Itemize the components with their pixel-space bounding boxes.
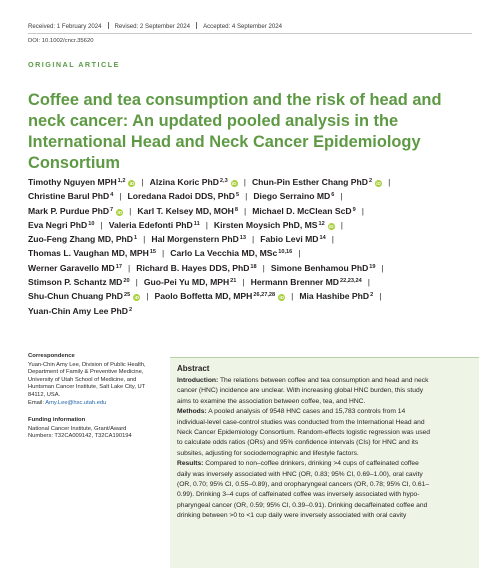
author-line bbox=[28, 188, 472, 202]
author-name[interactable] bbox=[170, 248, 292, 258]
affiliation-number: 26,27,28 bbox=[253, 292, 276, 299]
author-name[interactable] bbox=[260, 234, 326, 244]
abstract-section-label: Introduction: bbox=[177, 377, 219, 384]
author-line bbox=[28, 288, 472, 302]
funding-line: National Cancer Institute, Grant/Award bbox=[28, 425, 127, 432]
article-dates bbox=[28, 22, 282, 30]
affiliation-number: 9 bbox=[352, 206, 356, 213]
affiliation-number: 2,3 bbox=[219, 178, 228, 184]
author-name-text: Timothy Nguyen MPH bbox=[28, 177, 117, 187]
abstract-text: daily was inversely associated with HNC (OR, 0.83; 95% CI, 0.69–1.00), oral cavity bbox=[177, 470, 423, 478]
author-name-text: Karl T. Kelsey MD, MOH bbox=[137, 205, 234, 216]
abstract-text: individual-level case-control studies was conducted from the International Head and bbox=[177, 418, 425, 426]
author-name[interactable] bbox=[28, 248, 156, 258]
orcid-icon[interactable]: iD bbox=[328, 223, 334, 229]
affiliation-number: 19 bbox=[369, 263, 376, 270]
abstract-text: The relations between coffee and tea consumption and head and neck bbox=[218, 377, 429, 384]
correspondence-line: Huntsman Cancer Institute, Salt Lake City, UT bbox=[28, 384, 146, 391]
orcid-icon[interactable]: iD bbox=[376, 181, 381, 186]
author-name-text: Diego Serraino MD bbox=[253, 191, 331, 202]
author-name-text: Stimson P. Schantz MD bbox=[28, 277, 123, 288]
author-separator: | bbox=[128, 262, 131, 273]
abstract-line bbox=[177, 418, 474, 428]
abstract-text: to calculate odds ratios (ORs) and 95% confidence intervals (CIs) for HNC and its bbox=[177, 439, 419, 447]
author-list bbox=[28, 174, 472, 317]
author-separator: | bbox=[340, 191, 343, 202]
author-separator: | bbox=[367, 277, 370, 288]
date-separator bbox=[108, 22, 109, 29]
author-name[interactable] bbox=[28, 306, 132, 316]
affiliation-number: 11 bbox=[193, 220, 200, 227]
affiliation-number: 8 bbox=[234, 206, 238, 213]
side-info-column bbox=[28, 353, 163, 451]
author-line bbox=[28, 203, 472, 217]
author-name-text: Werner Garavello MD bbox=[28, 262, 115, 273]
author-separator: | bbox=[143, 234, 146, 245]
author-separator: | bbox=[243, 177, 246, 187]
author-name[interactable] bbox=[28, 291, 140, 301]
author-name-text: Loredana Radoi DDS, PhD bbox=[127, 191, 235, 202]
abstract-text: pharyngeal cancer (OR, 0.59; 95% CI, 0.39–0.91). Drinking decaffeinated coffee and bbox=[177, 501, 428, 509]
author-name[interactable] bbox=[136, 263, 256, 273]
author-name-text: Fabio Levi MD bbox=[260, 234, 319, 245]
author-separator: | bbox=[298, 248, 301, 259]
author-name[interactable] bbox=[137, 206, 238, 216]
author-name-text: Eva Negri PhD bbox=[28, 219, 88, 230]
orcid-icon[interactable]: iD bbox=[134, 295, 140, 301]
abstract-text: aims to examine the association between coffee, tea, and HNC. bbox=[177, 397, 366, 405]
abstract-text: drinking between >0 to <1 cup daily were inversely associated with oral cavity bbox=[177, 512, 407, 520]
orcid-icon[interactable]: iD bbox=[231, 181, 237, 186]
abstract-heading: Abstract bbox=[177, 364, 210, 373]
correspondence-line: Yuan-Chin Amy Lee, Division of Public Health, bbox=[28, 361, 146, 368]
author-name-text: Thomas L. Vaughan MD, MPH bbox=[28, 248, 149, 259]
author-name-text: Alzina Koric PhD bbox=[149, 177, 219, 187]
abstract-text: cancer (HNC) incidence are unclear. With increasing global HNC burden, this study bbox=[177, 387, 424, 395]
affiliation-number: 22,23,24 bbox=[339, 278, 362, 285]
correspondence-block bbox=[28, 353, 163, 407]
orcid-icon[interactable]: iD bbox=[117, 209, 122, 215]
abstract-line bbox=[177, 480, 474, 490]
correspondence-heading: Correspondence bbox=[28, 353, 75, 359]
affiliation-number: 18 bbox=[250, 263, 257, 270]
author-separator: | bbox=[162, 248, 165, 259]
author-name[interactable] bbox=[251, 277, 362, 287]
affiliation-number: 1 bbox=[134, 235, 138, 242]
author-name-text: Hermann Brenner MD bbox=[250, 277, 339, 288]
author-separator: | bbox=[331, 234, 334, 245]
author-name[interactable] bbox=[28, 177, 135, 187]
abstract-text: subsites, adjusting for sociodemographic and lifestyle factors. bbox=[177, 449, 359, 457]
affiliation-number: 2 bbox=[128, 306, 133, 313]
abstract-box bbox=[170, 357, 479, 568]
affiliation-number: 17 bbox=[115, 263, 122, 270]
author-line bbox=[28, 260, 472, 274]
abstract-text: Neck Cancer Epidemiology Consortium. Random-effects logistic regression was used bbox=[177, 429, 430, 437]
email-label: Email: bbox=[28, 399, 44, 406]
author-separator: | bbox=[252, 234, 255, 245]
author-line bbox=[28, 303, 472, 317]
affiliation-number: 25 bbox=[124, 292, 131, 299]
author-name[interactable] bbox=[28, 191, 113, 201]
author-name-text: Richard B. Hayes DDS, PhD bbox=[136, 262, 250, 273]
author-separator: | bbox=[245, 191, 248, 202]
author-separator: | bbox=[205, 219, 208, 230]
author-name-text: Carlo La Vecchia MD, MSc bbox=[170, 248, 278, 259]
affiliation-number: 21 bbox=[230, 278, 237, 285]
author-name[interactable] bbox=[144, 277, 237, 287]
affiliation-number: 1,2 bbox=[117, 178, 126, 184]
author-line bbox=[28, 274, 472, 288]
author-separator: | bbox=[242, 277, 245, 288]
abstract-line bbox=[177, 490, 474, 500]
email-link[interactable]: Amy.Lee@hsc.utah.edu bbox=[45, 399, 107, 406]
author-separator: | bbox=[119, 191, 122, 202]
author-separator: | bbox=[361, 205, 364, 216]
abstract-text: 0.99). Drinking 3–4 cups of caffeinated coffee was inversely associated with hypo- bbox=[177, 491, 420, 499]
author-name[interactable] bbox=[299, 291, 373, 301]
abstract-line bbox=[177, 511, 474, 521]
author-separator: | bbox=[146, 291, 149, 302]
affiliation-number: 14 bbox=[319, 235, 326, 242]
abstract-line bbox=[177, 386, 474, 396]
accepted-date: Accepted: 4 September 2024 bbox=[203, 23, 282, 30]
abstract-line bbox=[177, 438, 474, 448]
author-name[interactable] bbox=[128, 191, 240, 201]
author-name-text: Zuo-Feng Zhang MD, PhD bbox=[28, 234, 134, 245]
author-name[interactable] bbox=[271, 263, 376, 273]
author-separator: | bbox=[381, 262, 384, 273]
author-separator: | bbox=[100, 219, 103, 230]
abstract-line bbox=[177, 376, 474, 386]
abstract-text: A pooled analysis of 9548 HNC cases and 15,783 controls from 14 bbox=[206, 408, 406, 416]
affiliation-number: 13 bbox=[239, 235, 247, 242]
author-name[interactable] bbox=[28, 220, 94, 230]
author-name[interactable] bbox=[28, 263, 122, 273]
author-separator: | bbox=[379, 291, 382, 302]
author-name[interactable] bbox=[150, 177, 238, 187]
abstract-text: (OR, 0.70; 95% CI, 0.55–0.89), and oropharyngeal cancers (OR, 0.78; 95% CI, 0.61– bbox=[177, 481, 430, 489]
author-name[interactable] bbox=[252, 206, 355, 216]
author-name[interactable] bbox=[214, 220, 335, 230]
abstract-section-label: Results: bbox=[177, 460, 204, 468]
author-name[interactable] bbox=[28, 277, 130, 287]
author-name-text: Kirsten Moysich PhD, MS bbox=[213, 219, 318, 230]
author-line bbox=[28, 174, 472, 188]
author-line bbox=[28, 245, 472, 259]
author-name-text: Shu-Chun Chuang PhD bbox=[28, 291, 123, 302]
abstract-line bbox=[177, 470, 474, 480]
affiliation-number: 10,16 bbox=[278, 249, 293, 256]
author-separator: | bbox=[262, 262, 265, 273]
author-name[interactable] bbox=[28, 234, 137, 244]
author-name-text: Simone Benhamou PhD bbox=[270, 262, 369, 273]
author-name-text: Mark P. Purdue PhD bbox=[28, 205, 110, 216]
author-name-text: Valeria Edefonti PhD bbox=[108, 219, 193, 230]
author-name[interactable] bbox=[151, 234, 246, 244]
article-title: Coffee and tea consumption and the risk of head and neck cancer: An updated pooled analysis in the International Head and Neck Cancer Epidemiology Consortium bbox=[28, 91, 442, 172]
author-name[interactable] bbox=[253, 191, 334, 201]
affiliation-number: 2 bbox=[368, 178, 373, 184]
author-name-text: Guo-Pei Yu MD, MPH bbox=[143, 277, 230, 288]
author-name-text: Yuan-Chin Amy Lee PhD bbox=[28, 305, 128, 316]
revised-date: Revised: 2 September 2024 bbox=[114, 23, 191, 30]
author-name-text: Michael D. McClean ScD bbox=[252, 205, 352, 216]
author-name[interactable] bbox=[154, 291, 285, 301]
author-separator: | bbox=[291, 291, 294, 302]
correspondence-line: Department of Family & Preventive Medicine, bbox=[28, 369, 144, 376]
orcid-icon[interactable]: iD bbox=[129, 181, 135, 186]
affiliation-number: 10 bbox=[88, 220, 95, 227]
affiliation-number: 6 bbox=[331, 192, 335, 199]
abstract-line bbox=[177, 407, 474, 417]
author-separator: | bbox=[129, 205, 132, 216]
author-separator: | bbox=[243, 205, 247, 216]
article-type-label: ORIGINAL ARTICLE bbox=[28, 60, 120, 69]
author-name[interactable] bbox=[252, 177, 382, 187]
affiliation-number: 7 bbox=[110, 206, 114, 213]
abstract-line bbox=[177, 428, 474, 438]
abstract-text: Compared to non–coffee drinkers, drinking >4 cups of caffeinated coffee bbox=[203, 460, 419, 468]
abstract-line bbox=[177, 501, 474, 511]
author-line bbox=[28, 217, 472, 231]
affiliation-number: 20 bbox=[123, 278, 130, 285]
author-separator: | bbox=[340, 219, 344, 230]
author-line bbox=[28, 231, 472, 245]
correspondence-line: University of Utah School of Medicine, and bbox=[28, 376, 137, 383]
author-separator: | bbox=[388, 177, 391, 187]
affiliation-number: 12 bbox=[318, 220, 325, 227]
received-date: Received: 1 February 2024 bbox=[28, 23, 102, 30]
affiliation-number: 5 bbox=[235, 192, 240, 199]
abstract-line bbox=[177, 397, 474, 407]
author-name[interactable] bbox=[109, 220, 200, 230]
header-divider bbox=[28, 33, 472, 34]
funding-line: Numbers: T32CA009142, T32CA190194 bbox=[28, 433, 132, 440]
funding-heading: Funding information bbox=[28, 417, 86, 424]
author-separator: | bbox=[141, 177, 144, 187]
abstract-section-label: Methods: bbox=[177, 408, 207, 416]
email-line bbox=[28, 400, 163, 408]
affiliation-number: 4 bbox=[110, 192, 114, 199]
orcid-icon[interactable]: iD bbox=[279, 295, 284, 301]
funding-block bbox=[28, 417, 163, 441]
author-separator: | bbox=[135, 277, 138, 288]
affiliation-number: 15 bbox=[149, 249, 157, 256]
abstract-line bbox=[177, 449, 474, 459]
doi[interactable]: DOI: 10.1002/cncr.35620 bbox=[28, 38, 94, 44]
author-name-text: Mia Hashibe PhD bbox=[299, 291, 370, 302]
author-name-text: Christine Barul PhD bbox=[28, 191, 110, 202]
author-name-text: Paolo Boffetta MD, MPH bbox=[154, 291, 253, 302]
affiliation-number: 2 bbox=[370, 292, 374, 299]
author-name-text: Hal Morgenstern PhD bbox=[151, 234, 239, 245]
author-name-text: Chun-Pin Esther Chang PhD bbox=[251, 177, 368, 187]
correspondence-line: 84112, USA. bbox=[28, 391, 61, 398]
author-name[interactable] bbox=[28, 206, 123, 216]
abstract-body bbox=[177, 376, 474, 522]
abstract-line bbox=[177, 459, 474, 469]
date-separator bbox=[196, 22, 197, 29]
